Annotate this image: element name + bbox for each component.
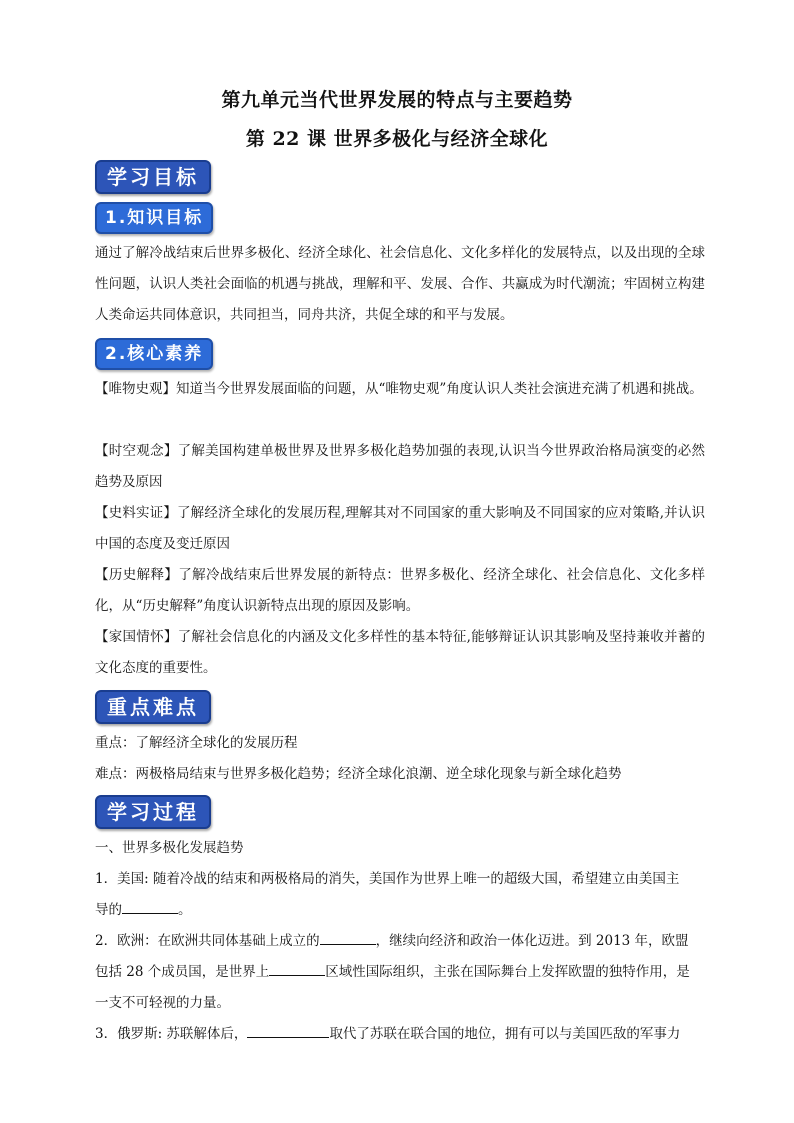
fill-blank-3[interactable] [269,961,325,976]
core-item-evidence: 【史料实证】了解经济全球化的发展历程,理解其对不同国家的重大影响及不同国家的应对策略,并认识中国的态度及变迁原因 [95,505,705,552]
fill-blank-1[interactable] [122,899,178,914]
item-2-text-d: 区域性国际组织，主张在国际舞台上发挥欧盟的独特作用，是 [325,964,690,980]
process-item-3-line1 [95,1019,705,1050]
lesson-title: 第 22 课 世界多极化与经济全球化 [245,128,549,150]
unit-title: 第九单元当代世界发展的特点与主要趋势 [221,89,573,111]
section-badge-core: 2.核心素养 [95,338,213,370]
core-item-spacetime: 【时空观念】了解美国构建单极世界及世界多极化趋势加强的表现,认识当今世界政治格局演变的必然趋势及原因 [95,443,705,490]
core-item-materialism: 【唯物史观】知道当今世界发展面临的问题，从“唯物史观”角度认识人类社会演进充满了机遇和挑战。 [95,381,703,397]
knowledge-text: 通过了解冷战结束后世界多极化、经济全球化、社会信息化、文化多样化的发展特点，以及出现的全球性问题，认识人类社会面临的机遇与挑战，理解和平、发展、合作、共赢成为时代潮流；牢固树立构建人类命运共同体意识，共同担当，同舟共济，共促全球的和平与发展。 [95,245,705,323]
core-item-patriotism: 【家国情怀】了解社会信息化的内涵及文化多样性的基本特征,能够辩证认识其影响及坚持兼收并蓄的文化态度的重要性。 [95,629,705,676]
item-3-text-a: 3．俄罗斯: 苏联解体后， [95,1026,248,1042]
keypoint-focus: 重点：了解经济全球化的发展历程 [95,735,298,751]
process-heading: 一、世界多极化发展趋势 [95,840,244,856]
fill-blank-4[interactable] [247,1023,329,1038]
process-item-1-line1: 1．美国: 随着冷战的结束和两极格局的消失，美国作为世界上唯一的超级大国，希望建立由美国主 [95,871,680,887]
section-badge-process: 学习过程 [95,795,211,829]
item-2-text-b: ，继续向经济和政治一体化迈进。到 2013 年，欧盟 [375,933,689,949]
item-3-text-b: 取代了苏联在联合国的地位，拥有可以与美国匹敌的军事力 [329,1026,681,1042]
section-badge-objectives: 学习目标 [95,160,211,194]
item-1-text-a: 导的 [95,902,122,918]
item-2-text-a: 2．欧洲：在欧洲共同体基础上成立的 [95,933,320,949]
section-badge-keypoints: 重点难点 [95,690,211,724]
section-badge-knowledge: 1.知识目标 [95,202,213,234]
process-item-1-line2 [95,895,705,926]
fill-blank-2[interactable] [320,930,376,945]
process-item-2-line3: 一支不可轻视的力量。 [95,995,230,1011]
item-2-text-c: 包括 28 个成员国，是世界上 [95,964,270,980]
core-item-interpretation: 【历史解释】了解冷战结束后世界发展的新特点：世界多极化、经济全球化、社会信息化、文化多样化，从“历史解释”角度认识新特点出现的原因及影响。 [95,567,705,614]
process-item-2-line1 [95,926,705,957]
item-1-text-b: 。 [178,902,192,918]
process-item-2-line2 [95,957,705,988]
keypoint-difficulty: 难点：两极格局结束与世界多极化趋势；经济全球化浪潮、逆全球化现象与新全球化趋势 [95,766,622,782]
